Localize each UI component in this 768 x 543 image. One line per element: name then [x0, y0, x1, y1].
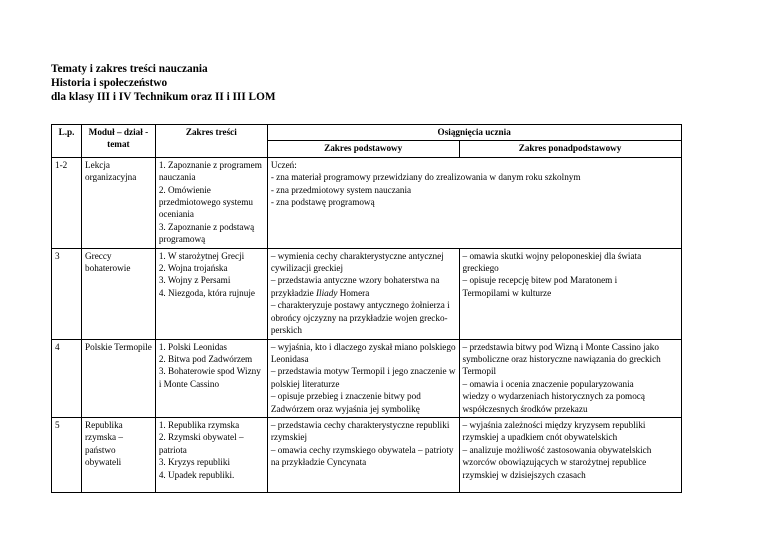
text-line: i Monte Cassino — [158, 378, 220, 389]
heading-classes: dla klasy III i IV Technikum oraz II i III LOM — [51, 91, 276, 103]
text-line: – przedstawia cechy charakterystyczne republiki — [270, 419, 450, 430]
header-lp: L.p. — [52, 125, 82, 158]
text-line: cywilizacji greckiej — [270, 263, 343, 274]
cell-lp: 3 — [52, 248, 82, 339]
text-run: przykładzie — [270, 287, 316, 298]
text-line: – omawia i ocenia znaczenie popularyzowania — [462, 378, 634, 389]
text-line: programową — [158, 234, 206, 245]
text-line: 3. Kryzys republiki — [158, 457, 231, 468]
text-line: – opisuje recepcję bitew pod Maratonem i — [462, 275, 618, 286]
cell-zakres — [155, 417, 267, 492]
text-line: 2. Wojna trojańska — [158, 263, 228, 274]
text-line: – wyjaśnia zależności między kryzysem republiki — [462, 419, 646, 430]
text-line: Uczeń: — [270, 159, 297, 170]
text-line: – wymienia cechy charakterystyczne antycznej — [270, 250, 444, 261]
cell-ponadpodstawowy — [459, 417, 681, 492]
text-line: przedmiotowego systemu — [158, 197, 253, 208]
cell-zakres — [155, 157, 267, 248]
cell-lp: 1-2 — [52, 157, 82, 248]
text-line: symboliczne oraz historyczne nawiązania do greckich — [462, 353, 661, 364]
text-line: Termopilami w kulturze — [462, 287, 552, 298]
text-line: – omawia skutki wojny peloponeskiej dla świata — [462, 250, 642, 261]
text-line: 4. Niezgoda, która rujnuje — [158, 287, 255, 298]
text-line: obywateli — [85, 457, 122, 468]
header-modul-line: temat — [107, 139, 130, 150]
text-line: 4. Upadek republiki. — [158, 469, 235, 480]
text-line: obrońcy ojczyzny na przykładzie wojen grecko- — [270, 312, 448, 323]
text-line: – charakteryzuje postawy antycznego żołnierza i — [270, 300, 450, 311]
text-line: na przykładzie Cyncynata — [270, 457, 367, 468]
text-run: Homera — [337, 287, 370, 298]
header-modul-line: Moduł – dział - — [88, 127, 149, 137]
text-line: Lekcja — [85, 159, 110, 170]
cell-podstawowy — [267, 417, 459, 492]
header-ponadpodstawowy: Zakres ponadpodstawowy — [459, 141, 681, 157]
text-line: 1. Polski Leonidas — [158, 341, 227, 352]
text-line: wzorców obowiązujących w starożytnej republice — [462, 457, 647, 468]
text-line: 2. Omówienie — [158, 184, 211, 195]
cell-modul — [82, 157, 156, 248]
text-line: polskiej literaturze — [270, 378, 340, 389]
text-line: 1. Republika rzymska — [158, 419, 240, 430]
text-line: Polskie Termopile — [85, 341, 152, 352]
document-heading — [51, 62, 276, 104]
text-line: 3. Bohaterowie spod Wizny — [158, 366, 261, 377]
text-line: organizacyjna — [85, 172, 137, 183]
table-row — [52, 417, 682, 492]
text-line: – opisuje przebieg i znaczenie bitwy pod — [270, 391, 421, 402]
text-line: 3. Wojny z Persami — [158, 275, 231, 286]
cell-podstawowy — [267, 248, 459, 339]
text-line: – przedstawia motyw Termopil i jego znaczenie w — [270, 366, 456, 377]
cell-osiagniecia — [267, 157, 681, 248]
text-line: – omawia cechy rzymskiego obywatela – patrioty — [270, 444, 454, 455]
text-line: oceniania — [158, 209, 195, 220]
cell-podstawowy — [267, 339, 459, 417]
cell-zakres — [155, 248, 267, 339]
text-line: Leonidasa — [270, 353, 309, 364]
text-line: Republika — [85, 419, 123, 430]
text-line — [271, 287, 456, 299]
header-zakres: Zakres treści — [155, 125, 267, 158]
cell-ponadpodstawowy — [459, 248, 681, 339]
text-line: Greccy — [85, 250, 112, 261]
text-line: greckiego — [462, 263, 499, 274]
text-line: - zna materiał programowy przewidziany do zrealizowania w danym roku szkolnym — [270, 172, 581, 183]
cell-zakres — [155, 339, 267, 417]
text-line: nauczania — [158, 172, 196, 183]
header-row-1 — [52, 125, 682, 141]
table-row — [52, 248, 682, 339]
text-line: współczesnych środków przekazu — [462, 403, 588, 414]
text-line: – analizuje możliwość zastosowania obywatelskich — [462, 444, 652, 455]
text-line: 3. Zapoznanie z podstawą — [158, 221, 255, 232]
text-line: 1. Zapoznanie z programem — [158, 159, 262, 170]
book-title: Iliady — [315, 287, 338, 298]
heading-title: Tematy i zakres treści nauczania — [51, 63, 208, 75]
text-line: patriota — [158, 444, 187, 455]
text-line: perskich — [270, 325, 302, 336]
text-line: 1. W starożytnej Grecji — [158, 250, 245, 261]
header-podstawowy: Zakres podstawowy — [267, 141, 459, 157]
text-line: Termopil — [462, 366, 497, 377]
header-osiagniecia: Osiągnięcia ucznia — [267, 125, 681, 141]
curriculum-table — [51, 124, 682, 493]
text-line: 2. Bitwa pod Zadwórzem — [158, 353, 253, 364]
text-line: - zna przedmiotowy system nauczania — [270, 184, 412, 195]
cell-modul — [82, 417, 156, 492]
table-row — [52, 157, 682, 248]
cell-lp: 4 — [52, 339, 82, 417]
text-line: – przedstawia antyczne wzory bohaterstwa na — [270, 275, 440, 286]
text-line: – wyjaśnia, kto i dlaczego zyskał miano polskiego — [270, 341, 456, 352]
text-line: - zna podstawę programową — [270, 197, 375, 208]
cell-modul — [82, 339, 156, 417]
text-line: rzymska – — [85, 432, 124, 443]
text-line: wiedzy o wydarzeniach historycznych za pomocą — [462, 391, 645, 402]
cell-lp: 5 — [52, 417, 82, 492]
header-modul — [82, 125, 156, 158]
table-row — [52, 339, 682, 417]
text-line: – przedstawia bitwy pod Wizną i Monte Cassino jako — [462, 341, 659, 352]
text-line: Zadwórzem oraz wyjaśnia jej symbolikę — [270, 403, 420, 414]
text-line: państwo — [85, 444, 116, 455]
cell-ponadpodstawowy — [459, 339, 681, 417]
text-line: bohaterowie — [85, 263, 131, 274]
text-line: 2. Rzymski obywatel – — [158, 432, 244, 443]
heading-subject: Historia i społeczeństwo — [51, 77, 168, 89]
text-line: rzymskiej — [270, 432, 308, 443]
text-line: rzymskiej w dzisiejszych czasach — [462, 469, 586, 480]
cell-modul — [82, 248, 156, 339]
text-line: rzymskiej a upadkiem cnót obywatelskich — [462, 432, 618, 443]
